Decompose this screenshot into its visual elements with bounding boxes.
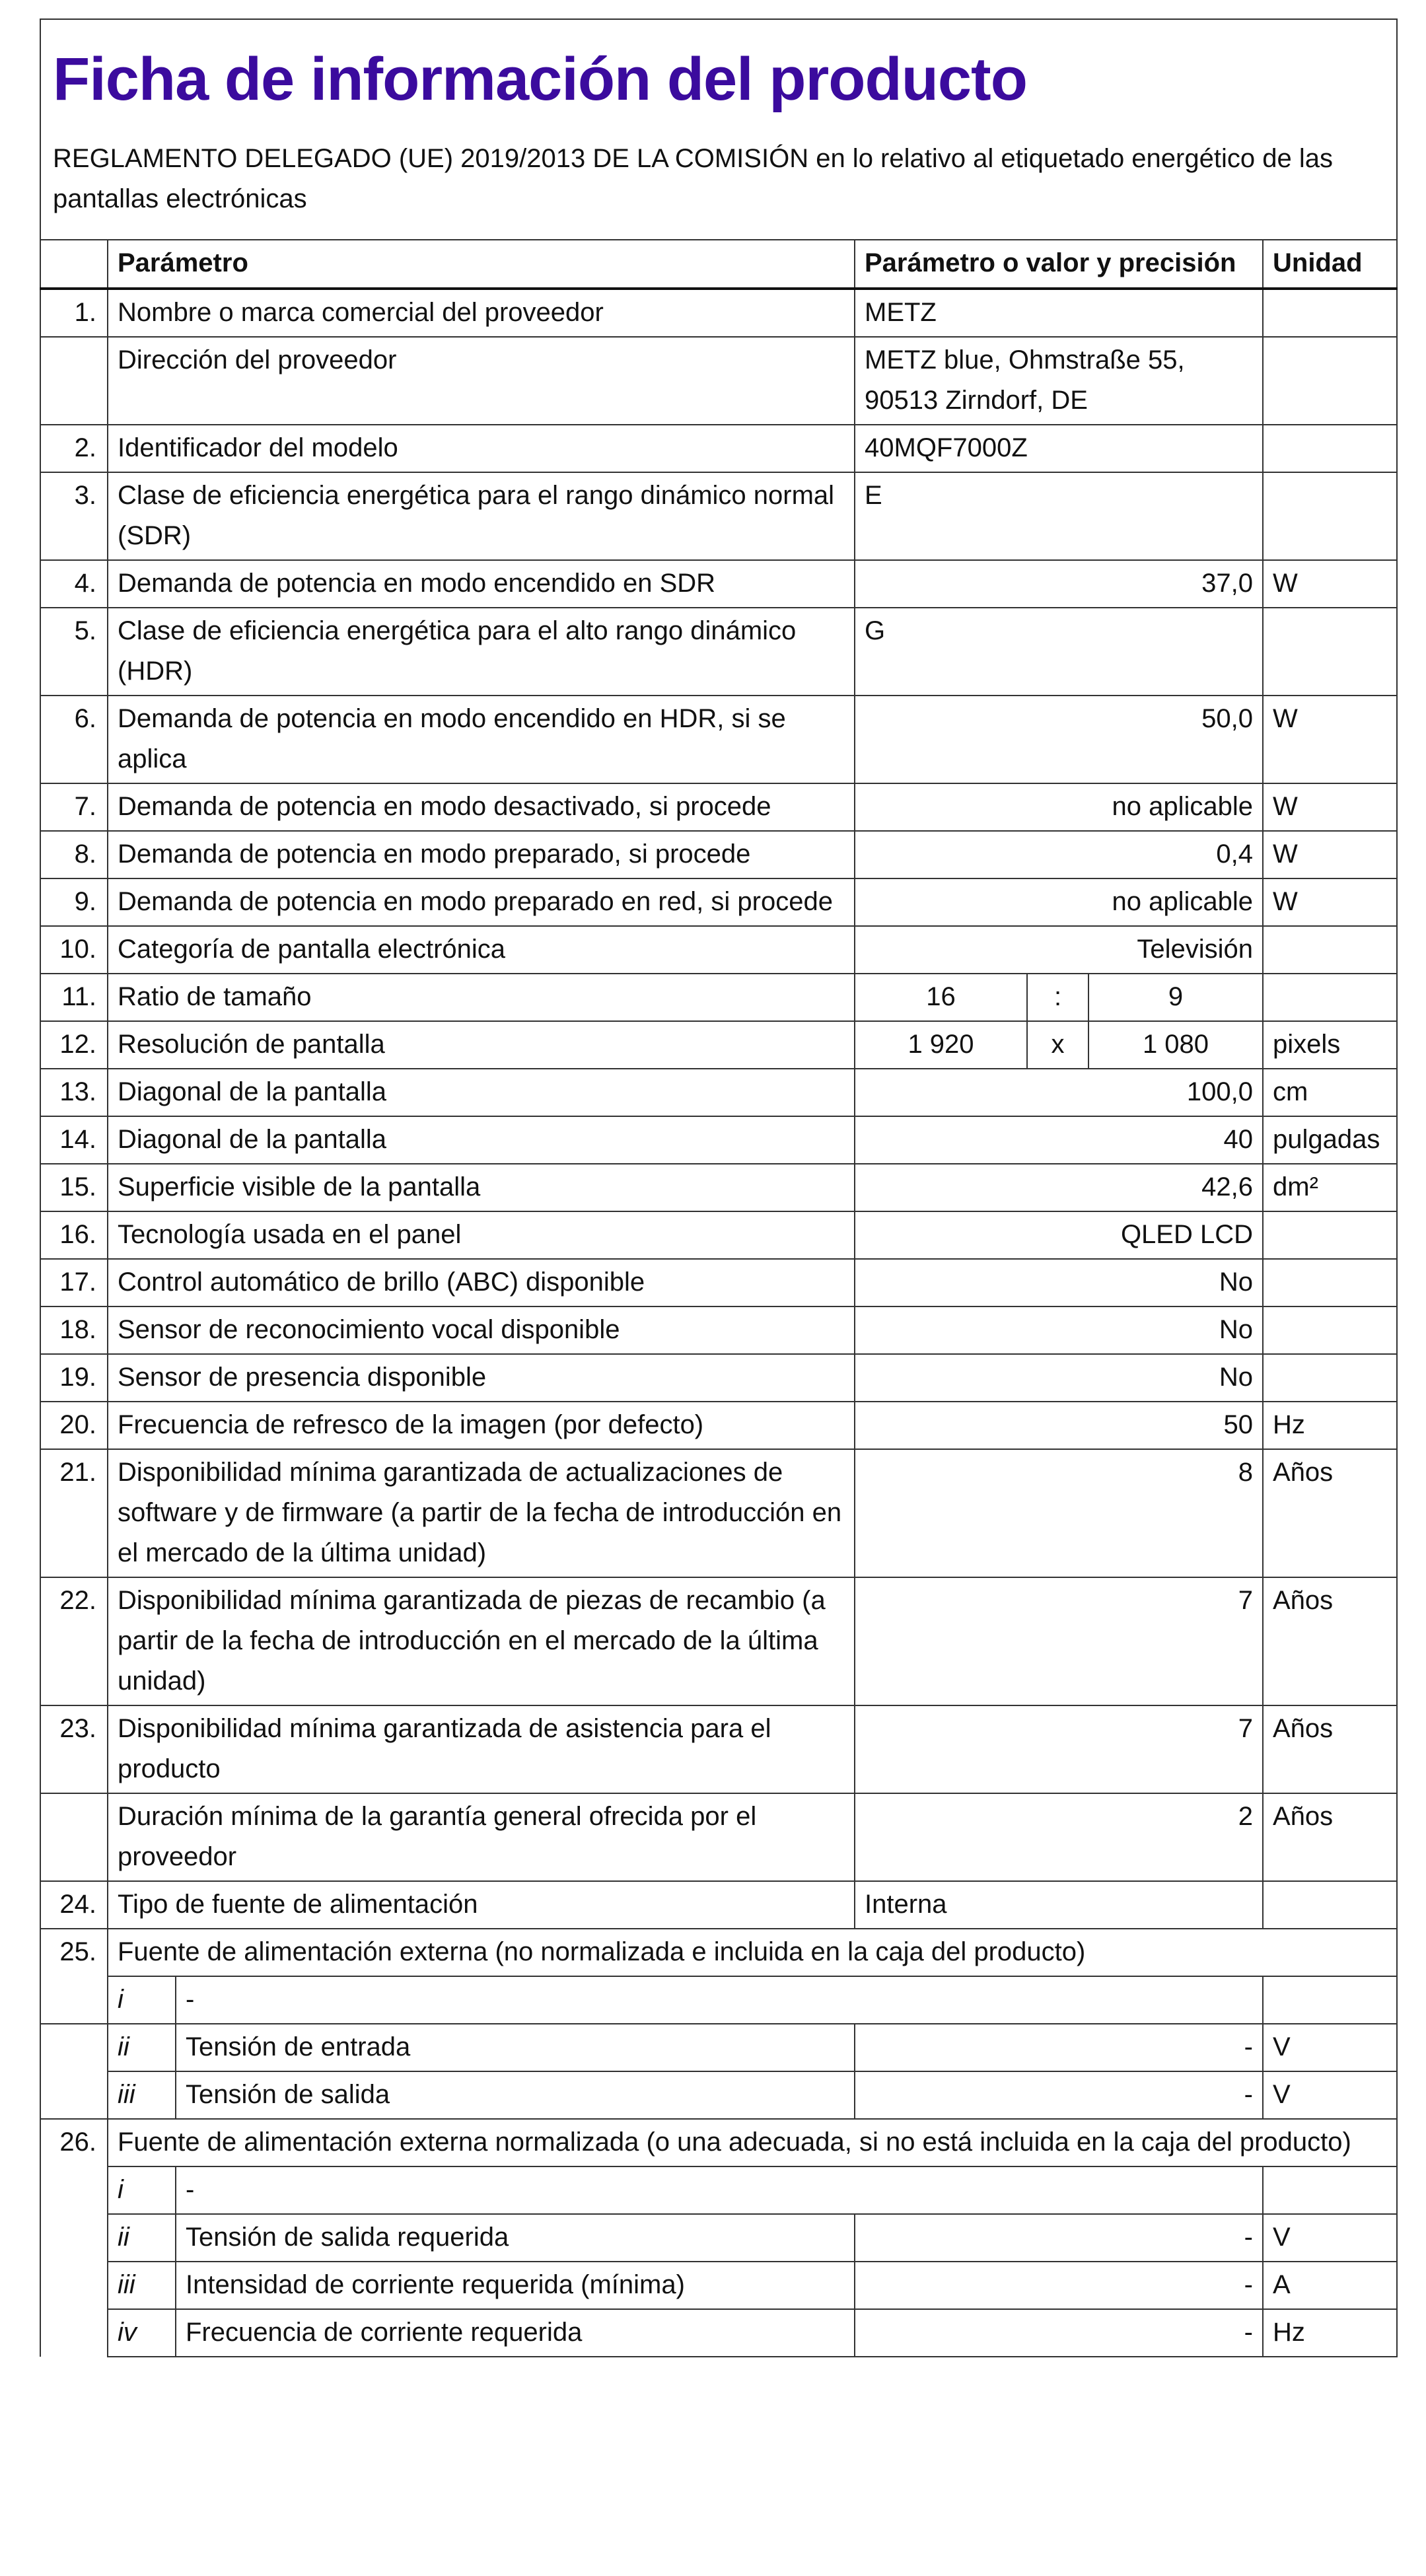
sub-parameter: - (176, 2166, 1263, 2214)
table-row (40, 608, 1397, 696)
row-number: 22. (40, 1577, 108, 1705)
parameter-value: 7 (855, 1577, 1263, 1705)
table-row (40, 1705, 1397, 1793)
unit (1263, 1306, 1397, 1354)
product-information-sheet (40, 18, 1398, 2357)
value-part: 16 (855, 974, 1027, 1021)
table-row (40, 926, 1397, 974)
unit (1263, 472, 1397, 560)
parameter-value: 50,0 (855, 696, 1263, 783)
table-row (40, 1881, 1397, 1929)
unit: Años (1263, 1449, 1397, 1577)
row-number: 15. (40, 1164, 108, 1211)
table-row (40, 425, 1397, 472)
parameter-label: Demanda de potencia en modo encendido en HDR, si se aplica (108, 696, 855, 783)
table-row (40, 783, 1397, 831)
unit: A (1263, 2262, 1397, 2309)
row-number: 3. (40, 472, 108, 560)
unit: W (1263, 783, 1397, 831)
parameter-value: No (855, 1259, 1263, 1306)
sub-parameter: Tensión de entrada (176, 2024, 855, 2071)
parameter-value: 2 (855, 1793, 1263, 1881)
unit: V (1263, 2071, 1397, 2119)
parameter-value: No (855, 1354, 1263, 1402)
table-row (40, 1793, 1397, 1881)
unit: W (1263, 560, 1397, 608)
parameter-value: 37,0 (855, 560, 1263, 608)
unit: pulgadas (1263, 1116, 1397, 1164)
page-title: Ficha de información del producto (53, 46, 1027, 113)
header-unit: Unidad (1263, 240, 1397, 289)
row-number: 9. (40, 878, 108, 926)
parameter-label: Disponibilidad mínima garantizada de piezas de recambio (a partir de la fecha de introducción en el mercado de la última unidad) (108, 1577, 855, 1705)
value-separator: x (1027, 1021, 1088, 1069)
parameter-label: Demanda de potencia en modo desactivado, si procede (108, 783, 855, 831)
parameter-value: - (855, 2214, 1263, 2262)
unit: Años (1263, 1793, 1397, 1881)
sub-index: iii (108, 2071, 176, 2119)
table-row (40, 878, 1397, 926)
unit: Años (1263, 1705, 1397, 1793)
unit: dm² (1263, 1164, 1397, 1211)
unit: W (1263, 878, 1397, 926)
parameter-label: Categoría de pantalla electrónica (108, 926, 855, 974)
value-part: 1 080 (1088, 1021, 1263, 1069)
parameter-value: - (855, 2071, 1263, 2119)
parameter-value: - (855, 2309, 1263, 2357)
row-number-empty (40, 2024, 108, 2119)
row-number: 1. (40, 289, 108, 337)
sub-row (40, 1976, 1397, 2024)
parameter-value: 7 (855, 1705, 1263, 1793)
value-separator: : (1027, 974, 1088, 1021)
parameter-label: Nombre o marca comercial del proveedor (108, 289, 855, 337)
parameter-value: no aplicable (855, 783, 1263, 831)
table-row (40, 1164, 1397, 1211)
table-row (40, 1259, 1397, 1306)
unit: W (1263, 696, 1397, 783)
parameter-label: Disponibilidad mínima garantizada de asistencia para el producto (108, 1705, 855, 1793)
parameter-label: Clase de eficiencia energética para el alto rango dinámico (HDR) (108, 608, 855, 696)
parameter-label: Identificador del modelo (108, 425, 855, 472)
row-number: 20. (40, 1402, 108, 1449)
sub-parameter: - (176, 1976, 1263, 2024)
parameter-label: Control automático de brillo (ABC) disponible (108, 1259, 855, 1306)
row-number: 12. (40, 1021, 108, 1069)
parameter-label: Clase de eficiencia energética para el rango dinámico normal (SDR) (108, 472, 855, 560)
title-cell (40, 19, 1397, 240)
row-number (40, 1793, 108, 1881)
parameter-value: E (855, 472, 1263, 560)
sub-index: i (108, 1976, 176, 2024)
parameter-value: Interna (855, 1881, 1263, 1929)
unit: Años (1263, 1577, 1397, 1705)
parameter-value: Televisión (855, 926, 1263, 974)
parameter-value: 0,4 (855, 831, 1263, 878)
unit (1263, 2166, 1397, 2214)
value-part: 9 (1088, 974, 1263, 1021)
unit: V (1263, 2024, 1397, 2071)
row-number: 19. (40, 1354, 108, 1402)
unit (1263, 926, 1397, 974)
table-row (40, 974, 1397, 1021)
sub-index: ii (108, 2214, 176, 2262)
table-row (40, 472, 1397, 560)
parameter-value: 8 (855, 1449, 1263, 1577)
sub-row (40, 2309, 1397, 2357)
parameter-value: - (855, 2024, 1263, 2071)
parameter-value: No (855, 1306, 1263, 1354)
parameter-value: G (855, 608, 1263, 696)
unit (1263, 289, 1397, 337)
row-number: 2. (40, 425, 108, 472)
row-number: 16. (40, 1211, 108, 1259)
unit (1263, 1354, 1397, 1402)
table-row (40, 696, 1397, 783)
header-row (40, 240, 1397, 289)
sub-row (40, 2262, 1397, 2309)
table-row (40, 1449, 1397, 1577)
row-number: 8. (40, 831, 108, 878)
sub-row (40, 2024, 1397, 2071)
unit (1263, 425, 1397, 472)
row-number: 6. (40, 696, 108, 783)
parameter-label: Sensor de reconocimiento vocal disponible (108, 1306, 855, 1354)
table-row (40, 337, 1397, 425)
row-number: 25. (40, 1929, 108, 2024)
row-number: 23. (40, 1705, 108, 1793)
parameter-label: Diagonal de la pantalla (108, 1116, 855, 1164)
sub-row (40, 2071, 1397, 2119)
parameter-label: Diagonal de la pantalla (108, 1069, 855, 1116)
row-number: 24. (40, 1881, 108, 1929)
parameter-label: Ratio de tamaño (108, 974, 855, 1021)
sub-parameter: Frecuencia de corriente requerida (176, 2309, 855, 2357)
unit (1263, 1976, 1397, 2024)
value-part: 1 920 (855, 1021, 1027, 1069)
sub-index: i (108, 2166, 176, 2214)
sub-parameter: Tensión de salida (176, 2071, 855, 2119)
parameter-value: 50 (855, 1402, 1263, 1449)
parameter-value: 40 (855, 1116, 1263, 1164)
sub-index: iv (108, 2309, 176, 2357)
row-number: 7. (40, 783, 108, 831)
row-number: 21. (40, 1449, 108, 1577)
parameter-label: Demanda de potencia en modo encendido en SDR (108, 560, 855, 608)
header-value: Parámetro o valor y precisión (855, 240, 1263, 289)
header-param: Parámetro (108, 240, 855, 289)
parameter-value: 100,0 (855, 1069, 1263, 1116)
parameter-value: QLED LCD (855, 1211, 1263, 1259)
sub-parameter: Tensión de salida requerida (176, 2214, 855, 2262)
parameter-value: METZ blue, Ohmstraße 55, 90513 Zirndorf, DE (855, 337, 1263, 425)
unit (1263, 337, 1397, 425)
parameter-value: 42,6 (855, 1164, 1263, 1211)
table-row (40, 831, 1397, 878)
row-number: 11. (40, 974, 108, 1021)
table-row (40, 1402, 1397, 1449)
unit (1263, 974, 1397, 1021)
parameter-value: 40MQF7000Z (855, 425, 1263, 472)
section-title: Fuente de alimentación externa (no normalizada e incluida en la caja del producto) (108, 1929, 1397, 1976)
sub-index: iii (108, 2262, 176, 2309)
table-row (40, 289, 1397, 337)
parameter-label: Demanda de potencia en modo preparado, si procede (108, 831, 855, 878)
unit: pixels (1263, 1021, 1397, 1069)
row-number: 26. (40, 2119, 108, 2357)
parameter-label: Duración mínima de la garantía general ofrecida por el proveedor (108, 1793, 855, 1881)
row-number: 4. (40, 560, 108, 608)
table-row (40, 560, 1397, 608)
unit (1263, 1881, 1397, 1929)
unit (1263, 1259, 1397, 1306)
regulation-subtitle: REGLAMENTO DELEGADO (UE) 2019/2013 DE LA COMISIÓN en lo relativo al etiquetado energético de las pantallas electrónicas (53, 144, 1333, 213)
table-row (40, 1577, 1397, 1705)
parameter-value: - (855, 2262, 1263, 2309)
sub-parameter: Intensidad de corriente requerida (mínima) (176, 2262, 855, 2309)
unit: Hz (1263, 2309, 1397, 2357)
row-number: 10. (40, 926, 108, 974)
parameter-label: Demanda de potencia en modo preparado en red, si procede (108, 878, 855, 926)
table-row (40, 1306, 1397, 1354)
table-row (40, 1354, 1397, 1402)
parameter-label: Frecuencia de refresco de la imagen (por defecto) (108, 1402, 855, 1449)
parameter-label: Tecnología usada en el panel (108, 1211, 855, 1259)
unit (1263, 1211, 1397, 1259)
row-number: 5. (40, 608, 108, 696)
sub-row (40, 2166, 1397, 2214)
row-number: 14. (40, 1116, 108, 1164)
parameter-label: Superficie visible de la pantalla (108, 1164, 855, 1211)
parameter-label: Sensor de presencia disponible (108, 1354, 855, 1402)
table-row (40, 1021, 1397, 1069)
row-number: 18. (40, 1306, 108, 1354)
unit: V (1263, 2214, 1397, 2262)
parameter-label: Dirección del proveedor (108, 337, 855, 425)
header-num (40, 240, 108, 289)
unit: W (1263, 831, 1397, 878)
row-number: 13. (40, 1069, 108, 1116)
table-row (40, 1116, 1397, 1164)
section-row (40, 2119, 1397, 2166)
parameter-label: Resolución de pantalla (108, 1021, 855, 1069)
unit (1263, 608, 1397, 696)
row-number (40, 337, 108, 425)
unit: Hz (1263, 1402, 1397, 1449)
sub-row (40, 2214, 1397, 2262)
table-row (40, 1069, 1397, 1116)
sub-index: ii (108, 2024, 176, 2071)
row-number: 17. (40, 1259, 108, 1306)
table-row (40, 1211, 1397, 1259)
parameter-label: Disponibilidad mínima garantizada de actualizaciones de software y de firmware (a partir de la fecha de introducción en el mercado de la última unidad) (108, 1449, 855, 1577)
title-row (40, 19, 1397, 240)
parameter-value: no aplicable (855, 878, 1263, 926)
unit: cm (1263, 1069, 1397, 1116)
section-title: Fuente de alimentación externa normalizada (o una adecuada, si no está incluida en la caja del producto) (108, 2119, 1397, 2166)
section-row (40, 1929, 1397, 1976)
parameter-label: Tipo de fuente de alimentación (108, 1881, 855, 1929)
parameter-value: METZ (855, 289, 1263, 337)
